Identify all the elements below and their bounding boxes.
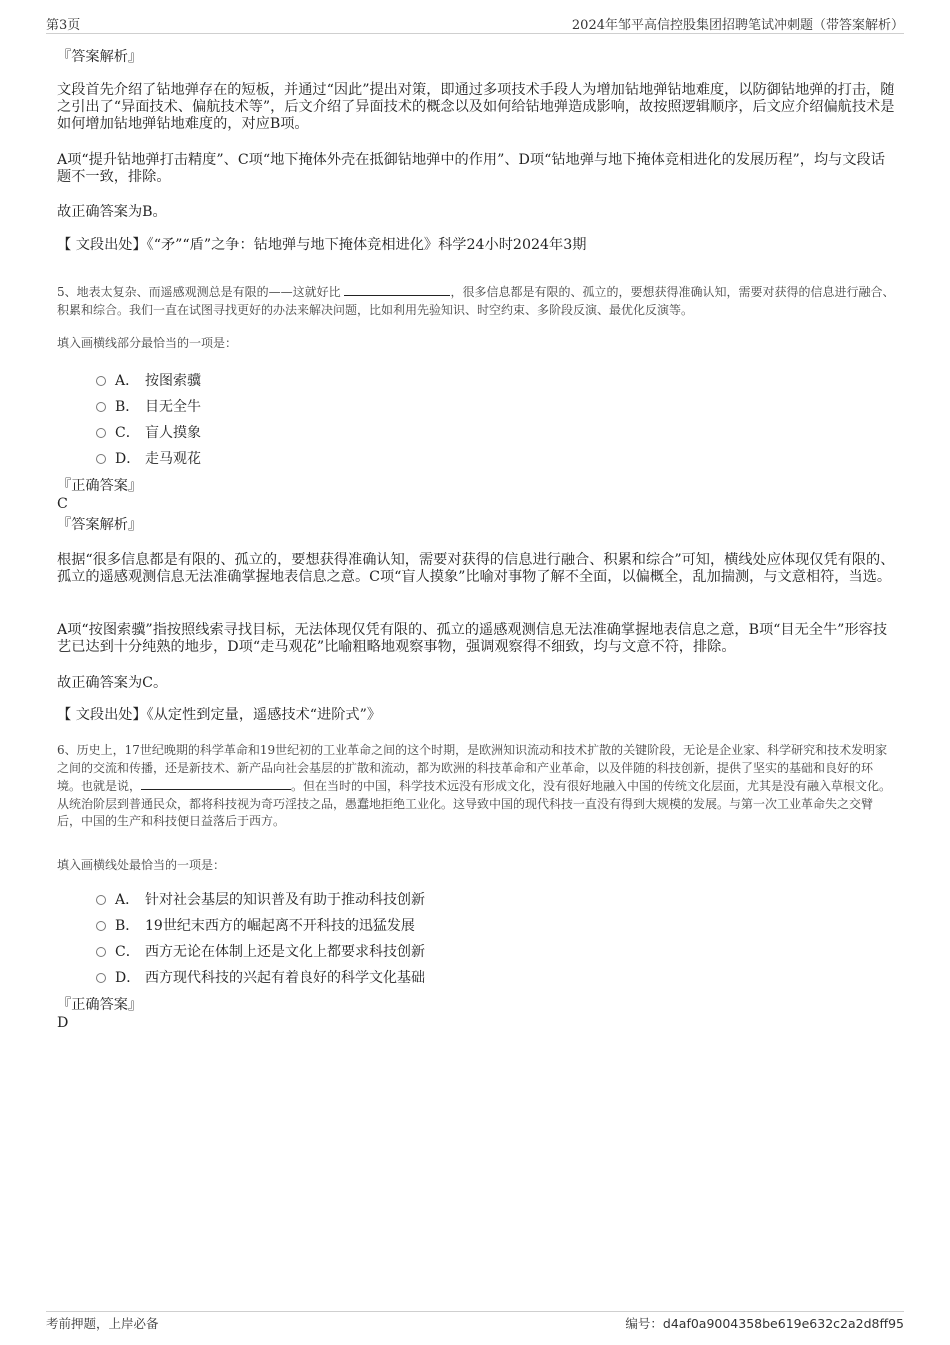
analysis-paragraph: 文段首先介绍了钻地弹存在的短板，并通过“因此”提出对策，即通过多项技术手段人为增加钻地弹钻地难度，以防御钻地弹的打击，随之引出了“异面技术、偏航技术等”，后文介绍了异面技术的概念以及如何给钻地弹造成影响，故按照逻辑顺序，后文应介绍偏航技术是如何增加钻地弹钻地难度的，对应B项。 xyxy=(57,82,895,132)
question-stem-text: 5、地表太复杂、而遥感观测总是有限的——这就好比 xyxy=(57,285,345,299)
radio-button[interactable] xyxy=(96,428,106,438)
question-stem xyxy=(57,283,895,319)
document-code xyxy=(625,1314,904,1332)
correct-answer-label: 『正确答案』 xyxy=(57,478,143,494)
option-text: 走马观花 xyxy=(145,451,201,467)
fill-blank xyxy=(141,777,291,790)
option-text: 按图索骥 xyxy=(145,373,201,389)
option-a[interactable] xyxy=(96,891,425,909)
option-text: 19世纪末西方的崛起离不开科技的迅猛发展 xyxy=(145,918,415,934)
question-stem-text: ，很多信息都是有限的、孤立的，要想获得准确认知，需要对获得的信息进行融合、积累和综合。我们一直在试图寻找更好的办法来解决问题，比如利用先验知识、时空约束、多阶段反演、最优化反演等。 xyxy=(57,285,895,317)
document-code-value: d4af0a9004358be619e632c2a2d8ff95 xyxy=(662,1316,904,1331)
passage-source: 【 文段出处】《“矛”“盾”之争：钻地弹与地下掩体竞相进化》科学24小时2024年3期 xyxy=(57,237,587,253)
option-text: 西方现代科技的兴起有着良好的科学文化基础 xyxy=(145,970,425,986)
question-stem-text: 。但在当时的中国，科学技术远没有形成文化，没有很好地融入中国的传统文化层面，尤其是没有融入草根文化。从统治阶层到普通民众，都将科技视为奇巧淫技之品，愚蠢地拒绝工业化。这导致中国的现代科技一直没有得到大规模的发展。与第一次工业革命失之交臂后，中国的生产和科技便日益落后于西方。 xyxy=(57,779,892,828)
radio-button[interactable] xyxy=(96,973,106,983)
option-letter: A． xyxy=(115,892,140,908)
radio-button[interactable] xyxy=(96,921,106,931)
analysis-label: 『答案解析』 xyxy=(57,49,143,65)
radio-button[interactable] xyxy=(96,376,106,386)
option-text: 西方无论在体制上还是文化上都要求科技创新 xyxy=(145,944,425,960)
analysis-paragraph: 根据“很多信息都是有限的、孤立的，要想获得准确认知，需要对获得的信息进行融合、积累和综合”可知，横线处应体现仅凭有限的、孤立的遥感观测信息无法准确掌握地表信息之意。C项“盲人摸象”比喻对事物了解不全面，以偏概全，乱加揣测，与文意相符，当选。 xyxy=(57,552,895,585)
page-number: 第3页 xyxy=(46,18,81,33)
document-title: 2024年邹平高信控股集团招聘笔试冲刺题（带答案解析） xyxy=(571,18,904,33)
footer-slogan: 考前押题，上岸必备 xyxy=(46,1316,159,1331)
answer-conclusion: 故正确答案为B。 xyxy=(57,204,167,220)
footer-divider xyxy=(46,1311,904,1312)
option-c[interactable] xyxy=(96,424,201,442)
page-footer xyxy=(46,1314,904,1332)
option-text: 目无全牛 xyxy=(145,399,201,415)
option-letter: B． xyxy=(115,399,140,415)
analysis-paragraph: A项“按图索骥”指按照线索寻找目标，无法体现仅凭有限的、孤立的遥感观测信息无法准确掌握地表信息之意，B项“目无全牛”形容技艺已达到十分纯熟的地步，D项“走马观花”比喻粗略地观察事物，强调观察得不细致，均与文意不符，排除。 xyxy=(57,622,888,655)
option-text: 盲人摸象 xyxy=(145,425,201,441)
page-header xyxy=(46,14,904,34)
option-a[interactable] xyxy=(96,372,201,390)
passage-source: 【 文段出处】《从定性到定量，遥感技术“进阶式”》 xyxy=(57,707,382,723)
option-letter: B． xyxy=(115,918,140,934)
option-b[interactable] xyxy=(96,917,415,935)
option-letter: D． xyxy=(115,970,141,986)
option-d[interactable] xyxy=(96,450,201,468)
header-divider xyxy=(46,33,904,34)
radio-button[interactable] xyxy=(96,454,106,464)
analysis-paragraph: A项“提升钻地弹打击精度”、C项“地下掩体外壳在抵御钻地弹中的作用”、D项“钻地弹与地下掩体竞相进化的发展历程”，均与文段话题不一致，排除。 xyxy=(57,152,885,185)
option-letter: A． xyxy=(115,373,140,389)
correct-answer-label: 『正确答案』 xyxy=(57,997,143,1013)
option-letter: D． xyxy=(115,451,141,467)
correct-answer: C xyxy=(57,496,68,512)
analysis-label: 『答案解析』 xyxy=(57,517,143,533)
option-d[interactable] xyxy=(96,969,425,987)
correct-answer: D xyxy=(57,1015,69,1031)
radio-button[interactable] xyxy=(96,402,106,412)
option-letter: C． xyxy=(115,425,140,441)
question-prompt: 填入画横线部分最恰当的一项是： xyxy=(57,336,238,350)
option-text: 针对社会基层的知识普及有助于推动科技创新 xyxy=(145,892,425,908)
question-stem-text: 6、历史上，17世纪晚期的科学革命和19世纪初的工业革命之间的这个时期，是欧洲知识流动和技术扩散的关键阶段，无论是企业家、科学研究和技术发明家之间的交流和传播，还是新技术、新产品向社会基层的扩散和流动，都为欧洲的科技革命和产业革命，以及伴随的科技创新，提供了坚实的基础和良好的环境。也就是说， xyxy=(57,743,888,793)
option-letter: C． xyxy=(115,944,140,960)
fill-blank xyxy=(344,283,450,296)
question-stem xyxy=(57,742,895,831)
radio-button[interactable] xyxy=(96,895,106,905)
option-b[interactable] xyxy=(96,398,201,416)
question-prompt: 填入画横线处最恰当的一项是： xyxy=(57,858,226,872)
document-code-label: 编号： xyxy=(625,1316,663,1331)
radio-button[interactable] xyxy=(96,947,106,957)
option-c[interactable] xyxy=(96,943,425,961)
answer-conclusion: 故正确答案为C。 xyxy=(57,675,168,691)
